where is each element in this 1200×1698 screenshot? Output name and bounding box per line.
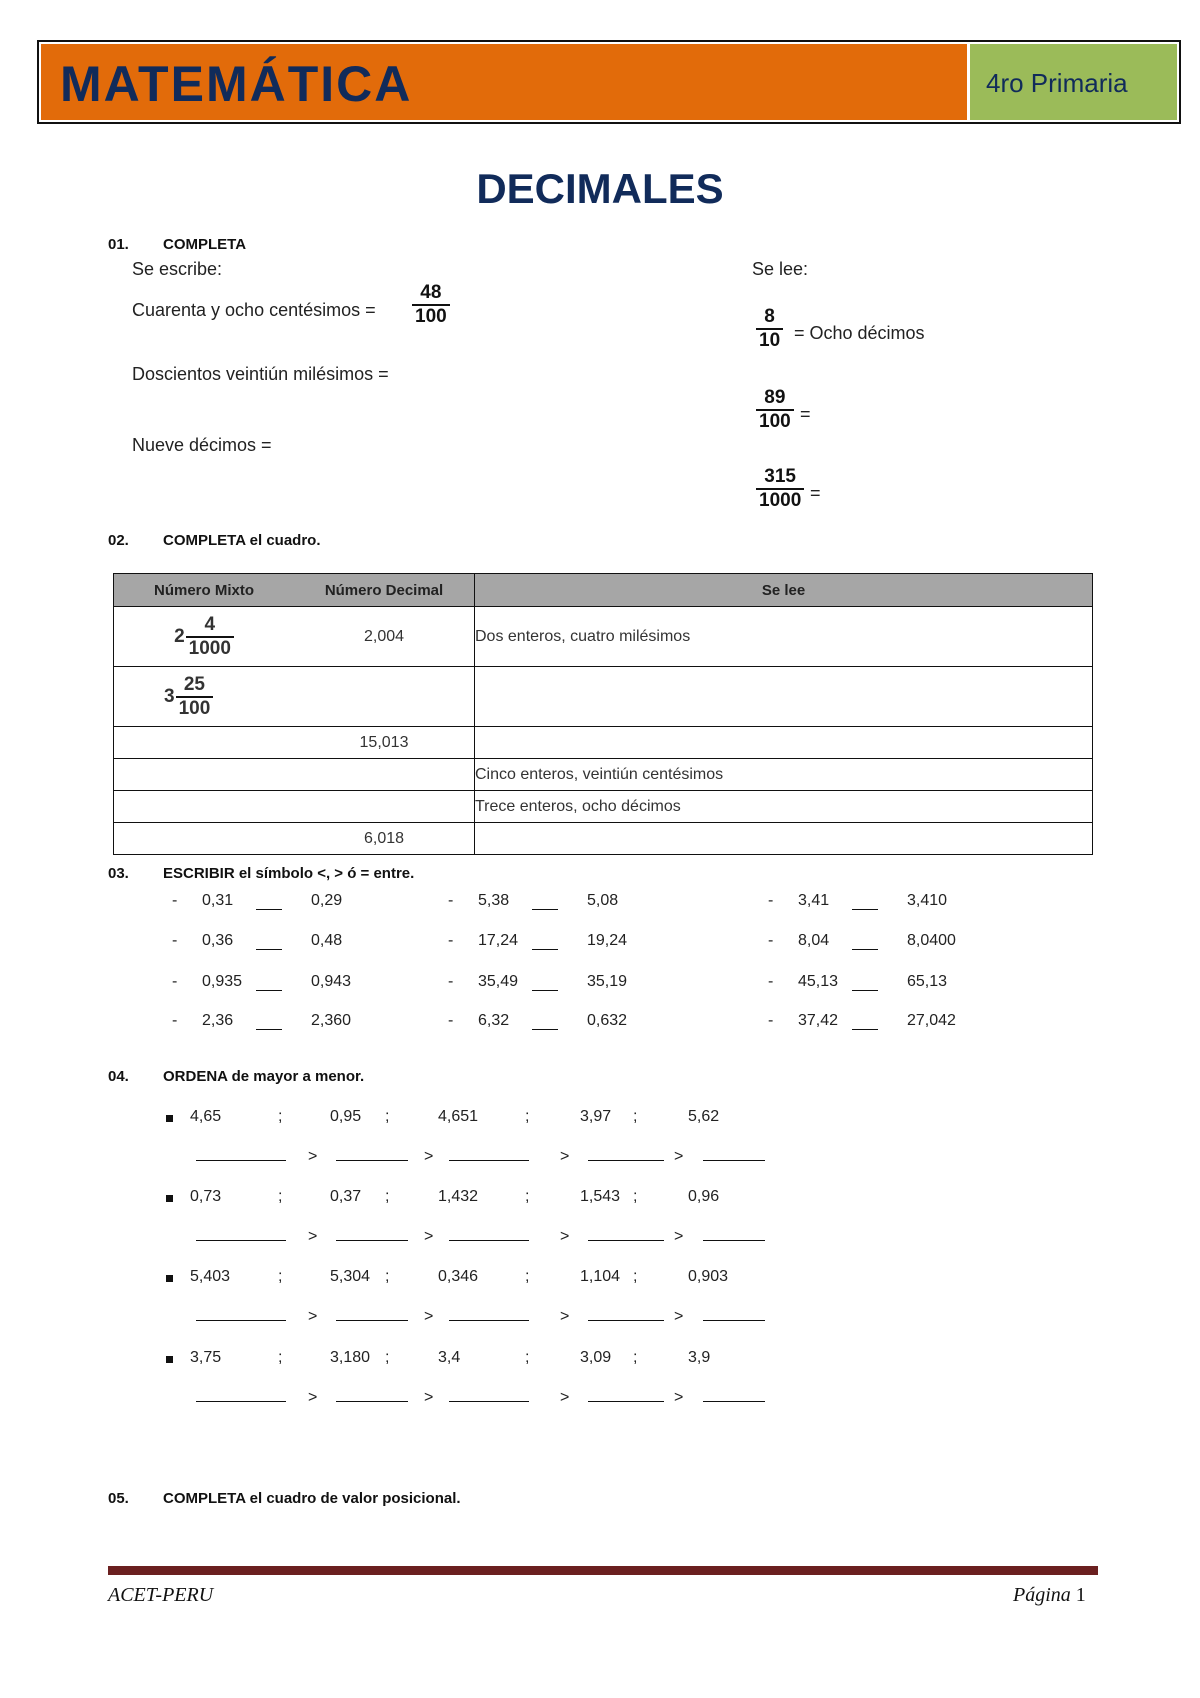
greater-than-sign: >	[674, 1228, 684, 1245]
section-4-title: ORDENA de mayor a menor.	[163, 1068, 365, 1085]
separator: ;	[385, 1349, 390, 1366]
dash-marker: -	[448, 1012, 454, 1029]
fraction-denominator: 1000	[188, 637, 231, 659]
dash-marker: -	[172, 932, 178, 949]
fraction-denominator: 10	[759, 330, 781, 351]
answer-blank[interactable]	[336, 1240, 408, 1241]
table-row	[114, 823, 1093, 855]
mixed-number	[114, 674, 294, 720]
order-value: 0,96	[688, 1188, 720, 1205]
answer-blank[interactable]	[532, 990, 558, 991]
order-value: 0,95	[330, 1108, 362, 1125]
section-1-number: 01.	[108, 236, 129, 253]
order-value: 1,104	[580, 1268, 621, 1285]
write-item-3: Nueve décimos =	[132, 435, 272, 455]
greater-than-sign: >	[560, 1308, 570, 1325]
separator: ;	[278, 1188, 283, 1205]
mixed-whole: 2	[174, 625, 185, 647]
page-title: DECIMALES	[476, 165, 724, 212]
footer-rule	[108, 1566, 1098, 1575]
section-2-title: COMPLETA el cuadro.	[163, 532, 321, 549]
mixed-fraction	[186, 614, 234, 660]
dash-marker: -	[172, 892, 178, 909]
answer-blank[interactable]	[256, 990, 282, 991]
answer-blank[interactable]	[256, 909, 282, 910]
write-heading: Se escribe:	[132, 259, 223, 279]
bullet-marker	[166, 1356, 173, 1363]
read-fraction-3	[756, 466, 804, 512]
reading-cell	[475, 823, 1093, 855]
read-fraction-1	[756, 306, 783, 352]
answer-blank[interactable]	[196, 1160, 286, 1161]
order-value: 0,37	[330, 1188, 362, 1205]
fraction-48-100	[412, 282, 450, 328]
compare-left-value: 8,04	[798, 932, 830, 949]
answer-blank[interactable]	[852, 1029, 878, 1030]
header-title: MATEMÁTICA	[60, 56, 413, 112]
greater-than-sign: >	[674, 1308, 684, 1325]
section-3-number: 03.	[108, 865, 129, 882]
footer-page-word: Página	[1013, 1584, 1071, 1606]
read-fraction-2	[756, 387, 794, 433]
reading-cell: Trece enteros, ocho décimos	[475, 791, 1093, 823]
dash-marker: -	[768, 892, 774, 909]
order-value: 4,651	[438, 1108, 479, 1125]
order-value: 1,432	[438, 1188, 479, 1205]
table-row	[114, 759, 1093, 791]
read-heading: Se lee:	[752, 259, 809, 279]
fraction-denominator: 100	[759, 411, 791, 432]
write-item-1: Cuarenta y ocho centésimos =	[132, 300, 376, 320]
table-cell-left	[114, 607, 475, 667]
read-text-1: = Ocho décimos	[794, 323, 925, 343]
answer-blank[interactable]	[852, 909, 878, 910]
read-text-3: =	[810, 483, 821, 503]
answer-blank[interactable]	[703, 1160, 765, 1161]
bullet-marker	[166, 1195, 173, 1202]
decimal-value: 15,013	[359, 733, 409, 751]
separator: ;	[525, 1349, 530, 1366]
order-value: 3,180	[330, 1349, 371, 1366]
answer-blank[interactable]	[449, 1240, 529, 1241]
compare-left-value: 35,49	[478, 973, 519, 990]
decimal-value: 2,004	[363, 627, 405, 645]
compare-left-value: 0,36	[202, 932, 234, 949]
greater-than-sign: >	[424, 1389, 434, 1406]
fraction-numerator: 25	[183, 673, 205, 695]
reading-cell: Dos enteros, cuatro milésimos	[475, 607, 1093, 667]
header-grade: 4ro Primaria	[986, 68, 1128, 98]
compare-right-value: 3,410	[907, 892, 948, 909]
fraction-numerator: 8	[764, 306, 775, 327]
fraction-denominator: 100	[415, 306, 447, 327]
mixed-whole: 3	[164, 685, 175, 707]
order-value: 4,65	[190, 1108, 222, 1125]
compare-right-value: 5,08	[587, 892, 619, 909]
answer-blank[interactable]	[336, 1320, 408, 1321]
dash-marker: -	[448, 973, 454, 990]
order-value: 0,903	[688, 1268, 729, 1285]
table-row	[114, 791, 1093, 823]
header-reading: Se lee	[475, 574, 1093, 607]
greater-than-sign: >	[308, 1148, 318, 1165]
compare-right-value: 2,360	[311, 1012, 352, 1029]
order-value: 0,73	[190, 1188, 222, 1205]
dash-marker: -	[768, 973, 774, 990]
answer-blank[interactable]	[532, 1029, 558, 1030]
decimals-table	[113, 573, 1093, 855]
compare-left-value: 6,32	[478, 1012, 510, 1029]
separator: ;	[525, 1268, 530, 1285]
greater-than-sign: >	[424, 1148, 434, 1165]
table-cell-left	[114, 759, 475, 791]
section-1-title: COMPLETA	[163, 236, 247, 253]
table-cell-left	[114, 667, 475, 727]
separator: ;	[633, 1349, 638, 1366]
answer-blank[interactable]	[256, 1029, 282, 1030]
greater-than-sign: >	[674, 1148, 684, 1165]
answer-blank[interactable]	[449, 1160, 529, 1161]
separator: ;	[385, 1188, 390, 1205]
order-value: 1,543	[580, 1188, 621, 1205]
separator: ;	[385, 1268, 390, 1285]
compare-left-value: 2,36	[202, 1012, 234, 1029]
answer-blank[interactable]	[588, 1401, 664, 1402]
order-value: 5,62	[688, 1108, 720, 1125]
order-value: 3,4	[438, 1349, 461, 1366]
compare-right-value: 0,943	[311, 973, 352, 990]
compare-left-value: 45,13	[798, 973, 839, 990]
section-4-number: 04.	[108, 1068, 129, 1085]
greater-than-sign: >	[424, 1228, 434, 1245]
answer-blank[interactable]	[703, 1240, 765, 1241]
greater-than-sign: >	[560, 1389, 570, 1406]
greater-than-sign: >	[308, 1389, 318, 1406]
table-row	[114, 667, 1093, 727]
bullet-marker	[166, 1115, 173, 1122]
table-cell-left	[114, 727, 475, 759]
fraction-denominator: 1000	[759, 490, 802, 511]
answer-blank[interactable]	[449, 1401, 529, 1402]
dash-marker: -	[172, 1012, 178, 1029]
answer-blank[interactable]	[196, 1401, 286, 1402]
compare-right-value: 0,48	[311, 932, 343, 949]
order-value: 3,97	[580, 1108, 612, 1125]
table-row	[114, 607, 1093, 667]
table-header-left	[114, 574, 475, 607]
section-5-title: COMPLETA el cuadro de valor posicional.	[163, 1490, 461, 1507]
greater-than-sign: >	[560, 1228, 570, 1245]
compare-left-value: 0,31	[202, 892, 234, 909]
mixed-fraction	[176, 674, 214, 720]
answer-blank[interactable]	[703, 1401, 765, 1402]
separator: ;	[525, 1188, 530, 1205]
answer-blank[interactable]	[196, 1320, 286, 1321]
table-header-row	[114, 574, 1093, 607]
footer-org: ACET-PERU	[108, 1584, 214, 1606]
order-value: 0,346	[438, 1268, 479, 1285]
separator: ;	[633, 1108, 638, 1125]
mixed-number	[114, 614, 294, 660]
dash-marker: -	[768, 1012, 774, 1029]
bullet-marker	[166, 1275, 173, 1282]
fraction-numerator: 48	[420, 282, 442, 303]
separator: ;	[525, 1108, 530, 1125]
dash-marker: -	[448, 892, 454, 909]
separator: ;	[385, 1108, 390, 1125]
compare-left-value: 5,38	[478, 892, 510, 909]
dash-marker: -	[768, 932, 774, 949]
order-value: 3,09	[580, 1349, 612, 1366]
decimal-value: 6,018	[363, 829, 405, 847]
compare-right-value: 0,632	[587, 1012, 628, 1029]
dash-marker: -	[448, 932, 454, 949]
answer-blank[interactable]	[336, 1401, 408, 1402]
table-cell-left	[114, 823, 475, 855]
greater-than-sign: >	[674, 1389, 684, 1406]
compare-right-value: 19,24	[587, 932, 628, 949]
header-mixed-number: Número Mixto	[153, 581, 254, 599]
compare-right-value: 65,13	[907, 973, 948, 990]
header-decimal-number: Número Decimal	[324, 581, 444, 599]
greater-than-sign: >	[308, 1228, 318, 1245]
answer-blank[interactable]	[703, 1320, 765, 1321]
compare-right-value: 0,29	[311, 892, 343, 909]
separator: ;	[633, 1188, 638, 1205]
answer-blank[interactable]	[532, 909, 558, 910]
order-value: 5,403	[190, 1268, 231, 1285]
fraction-numerator: 4	[204, 613, 216, 635]
greater-than-sign: >	[560, 1148, 570, 1165]
greater-than-sign: >	[308, 1308, 318, 1325]
answer-blank[interactable]	[588, 1320, 664, 1321]
fraction-numerator: 315	[764, 466, 796, 487]
footer-page	[1013, 1584, 1086, 1607]
compare-right-value: 27,042	[907, 1012, 956, 1029]
section-3-title: ESCRIBIR el símbolo <, > ó = entre.	[163, 865, 415, 882]
read-text-2: =	[800, 404, 811, 424]
section-5-number: 05.	[108, 1490, 129, 1507]
compare-right-value: 8,0400	[907, 932, 956, 949]
footer-page-number: 1	[1075, 1584, 1086, 1606]
section-2-number: 02.	[108, 532, 129, 549]
compare-left-value: 17,24	[478, 932, 519, 949]
greater-than-sign: >	[424, 1308, 434, 1325]
answer-blank[interactable]	[196, 1240, 286, 1241]
separator: ;	[278, 1349, 283, 1366]
answer-blank[interactable]	[256, 949, 282, 950]
answer-blank[interactable]	[588, 1160, 664, 1161]
answer-blank[interactable]	[449, 1320, 529, 1321]
reading-cell	[475, 727, 1093, 759]
separator: ;	[278, 1108, 283, 1125]
order-value: 3,75	[190, 1349, 222, 1366]
compare-right-value: 35,19	[587, 973, 628, 990]
reading-cell: Cinco enteros, veintiún centésimos	[475, 759, 1093, 791]
separator: ;	[633, 1268, 638, 1285]
order-value: 5,304	[330, 1268, 371, 1285]
table-cell-left	[114, 791, 475, 823]
answer-blank[interactable]	[336, 1160, 408, 1161]
write-item-2: Doscientos veintiún milésimos =	[132, 364, 389, 384]
compare-left-value: 0,935	[202, 973, 243, 990]
dash-marker: -	[172, 973, 178, 990]
separator: ;	[278, 1268, 283, 1285]
reading-cell	[475, 667, 1093, 727]
answer-blank[interactable]	[852, 949, 878, 950]
answer-blank[interactable]	[588, 1240, 664, 1241]
fraction-denominator: 100	[178, 697, 211, 719]
table-row	[114, 727, 1093, 759]
fraction-numerator: 89	[764, 387, 786, 408]
order-value: 3,9	[688, 1349, 711, 1366]
answer-blank[interactable]	[852, 990, 878, 991]
compare-left-value: 3,41	[798, 892, 830, 909]
answer-blank[interactable]	[532, 949, 558, 950]
compare-left-value: 37,42	[798, 1012, 839, 1029]
